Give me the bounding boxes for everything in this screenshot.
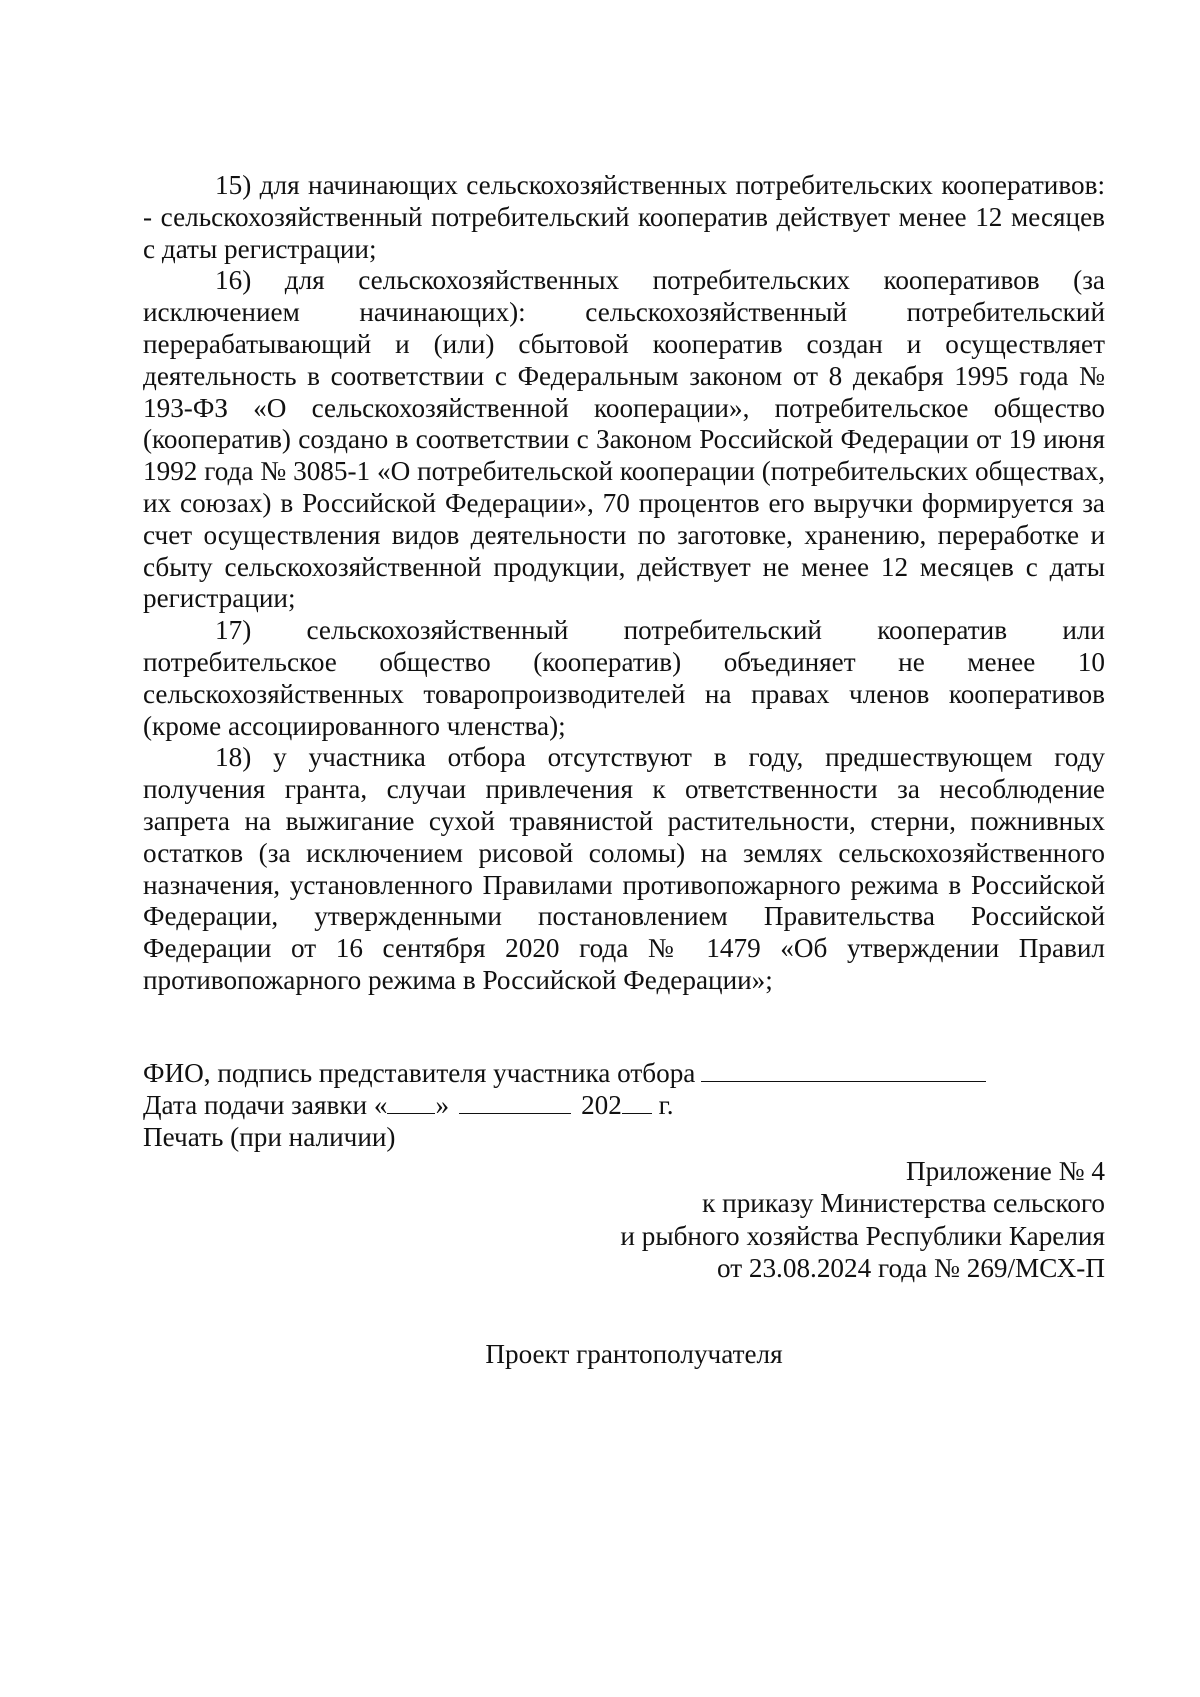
paragraph-item-16: 16) для сельскохозяйственных потребительских кооперативов (за исключением начинающих): сельскохозяйственный потребительский перерабатывающий и (или) сбытовой кооператив создан и осуществляет деятельность в соответствии с Федеральным законом от 8 декабря 1995 года № 193-ФЗ «О сельскохозяйственной кооперации», потребительское общество (кооператив) создано в соответствии с Законом Российской Федерации от 19 июня 1992 года № 3085-1 «О потребительской кооперации (потребительских обществах, их союзах) в Российской Федерации», 70 процентов его выручки формируется за счет осуществления видов деятельности по заготовке, хранению, переработке и сбыту сельскохозяйственной продукции, действует не менее 12 месяцев с даты регистрации; <box>143 265 1105 614</box>
year-blank <box>622 1089 652 1114</box>
date-year-prefix: 202 <box>581 1089 622 1120</box>
appendix-header <box>143 1155 1105 1285</box>
document-page <box>143 170 1105 1370</box>
appendix-order-date: от 23.08.2024 года № 269/МСХ-П <box>716 1253 1105 1284</box>
signature-block <box>143 1057 1105 1153</box>
day-blank <box>387 1089 435 1114</box>
fio-label: ФИО, подпись представителя участника отбора <box>143 1057 696 1088</box>
paragraph-item-18: 18) у участника отбора отсутствуют в году, предшествующем году получения гранта, случаи привлечения к ответственности за несоблюдение запрета на выжигание сухой травянистой растительности, стерни, пожнивных остатков (за исключением рисовой соломы) на землях сельскохозяйственного назначения, установленного Правилами противопожарного режима в Российской Федерации, утвержденными постановлением Правительства Российской Федерации от 16 сентября 2020 года № 1479 «Об утверждении Правил противопожарного режима в Российской Федерации»; <box>143 742 1105 995</box>
date-year-suffix: г. <box>658 1089 674 1120</box>
appendix-number: Приложение № 4 <box>905 1155 1105 1186</box>
paragraph-item-17: 17) сельскохозяйственный потребительский кооператив или потребительское общество (кооператив) объединяет не менее 10 сельскохозяйственных товаропроизводителей на правах членов кооперативов (кроме ассоциированного членства); <box>143 615 1105 741</box>
seal-line: Печать (при наличии) <box>143 1121 396 1152</box>
date-quote-close: » <box>435 1089 450 1120</box>
month-blank <box>459 1089 571 1114</box>
date-label: Дата подачи заявки « <box>143 1089 388 1120</box>
appendix-ministry: и рыбного хозяйства Республики Карелия <box>620 1220 1105 1251</box>
submission-date-line <box>143 1089 1105 1121</box>
fio-signature-line <box>143 1057 1105 1089</box>
paragraph-item-15: 15) для начинающих сельскохозяйственных потребительских кооперативов: - сельскохозяйственный потребительский кооператив действует менее 12 месяцев с даты регистрации; <box>143 170 1105 264</box>
appendix-order-ref: к приказу Министерства сельского <box>702 1188 1105 1219</box>
signature-blank <box>701 1057 986 1082</box>
document-title: Проект грантополучателя <box>485 1338 783 1369</box>
